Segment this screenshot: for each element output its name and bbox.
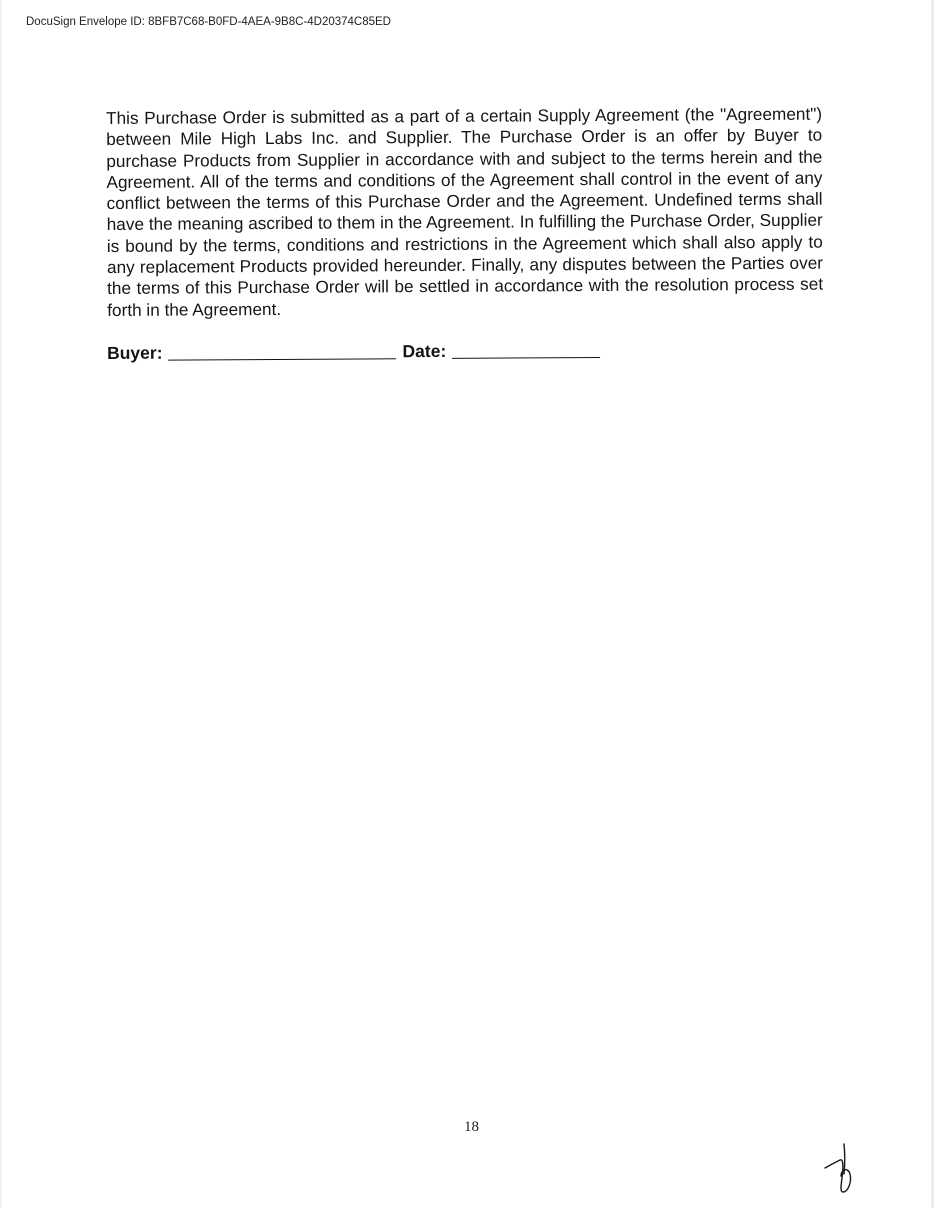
purchase-order-paragraph: This Purchase Order is submitted as a part of a certain Supply Agreement (the "Agreement") between Mile High Labs Inc. and Supplier. The Purchase Order is an offer by Buyer to purchase Products from Supplier in accordance with and subject to the terms herein and the Agreement. All of the terms and conditions of the Agreement shall control in the event of any conflict between the terms of this Purchase Order and the Agreement. Undefined terms shall have the meaning ascribed to them in the Agreement. In fulfilling the Purchase Order, Supplier is bound by the terms, conditions and restrictions in the Agreement which shall also apply to any replacement Products provided hereunder. Finally, any disputes between the Parties over the terms of this Purchase Order will be settled in accordance with the resolution process set forth in the Agreement. [106,103,824,320]
date-line [452,339,600,359]
buyer-signature-line [168,340,396,360]
handwritten-initials [822,1140,862,1196]
scan-left-edge [0,0,2,1208]
docusign-envelope-id: DocuSign Envelope ID: 8BFB7C68-B0FD-4AEA-9B8C-4D20374C85ED [26,16,391,28]
date-label: Date: [402,340,447,362]
signature-block [107,339,600,364]
buyer-label: Buyer: [107,342,163,363]
page-number: 18 [464,1119,479,1135]
